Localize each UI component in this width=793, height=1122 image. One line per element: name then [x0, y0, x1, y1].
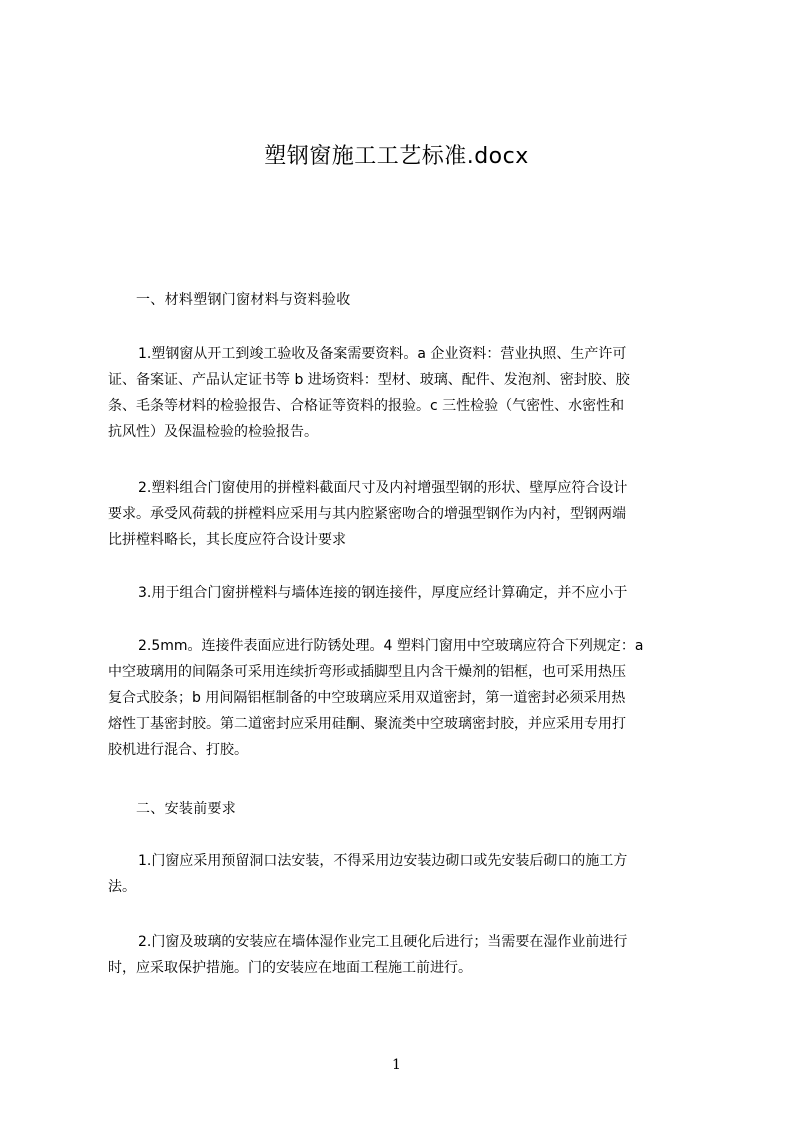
paragraph-line: 2.塑料组合门窗使用的拼樘料截面尺寸及内衬增强型钢的形状、壁厚应符合设计 — [138, 480, 628, 496]
paragraph-line: 2.门窗及玻璃的安装应在墙体湿作业完工且硬化后进行；当需要在湿作业前进行 — [138, 934, 628, 950]
paragraph-2-2 — [108, 929, 702, 981]
paragraph-line: 抗风性）及保温检验的检验报告。 — [108, 424, 318, 440]
document-title: 塑钢窗施工工艺标准.docx — [264, 144, 529, 169]
paragraph-line: 比拼樘料略长，其长度应符合设计要求 — [108, 532, 346, 548]
page-number: 1 — [392, 1057, 401, 1073]
paragraph-line: 证、备案证、产品认定证书等 b 进场资料：型材、玻璃、配件、发泡剂、密封胶、胶 — [108, 372, 630, 388]
paragraph-2-1 — [108, 848, 702, 900]
paragraph-line: 要求。承受风荷载的拼樘料应采用与其内腔紧密吻合的增强型钢作为内衬，型钢两端 — [108, 506, 626, 522]
paragraph-1-4 — [108, 633, 702, 763]
paragraph-1-2 — [108, 475, 702, 553]
paragraph-1-3 — [108, 580, 702, 606]
section-heading-materials: 一、材料塑钢门窗材料与资料验收 — [136, 292, 351, 308]
paragraph-line: 1.门窗应采用预留洞口法安装，不得采用边安装边砌口或先安装后砌口的施工方 — [138, 853, 628, 869]
paragraph-line: 中空玻璃用的间隔条可采用连续折弯形或插脚型且内含干燥剂的铝框，也可采用热压 — [108, 664, 626, 680]
paragraph-line: 时，应采取保护措施。门的安装应在地面工程施工前进行。 — [108, 960, 472, 976]
paragraph-1-1 — [108, 341, 702, 445]
paragraph-line: 法。 — [108, 879, 136, 895]
paragraph-line: 胶机进行混合、打胶。 — [108, 742, 248, 758]
paragraph-line: 条、毛条等材料的检验报告、合格证等资料的报验。c 三性检验（气密性、水密性和 — [108, 398, 625, 414]
paragraph-line: 2.5mm。连接件表面应进行防锈处理。4 塑料门窗用中空玻璃应符合下列规定：a — [138, 638, 644, 654]
paragraph-line: 1.塑钢窗从开工到竣工验收及备案需要资料。a 企业资料：营业执照、生产许可 — [138, 346, 627, 362]
paragraph-line: 3.用于组合门窗拼樘料与墙体连接的钢连接件，厚度应经计算确定，并不应小于 — [138, 585, 628, 601]
paragraph-line: 复合式胶条；b 用间隔铝框制备的中空玻璃应采用双道密封，第一道密封必须采用热 — [108, 690, 626, 706]
paragraph-line: 熔性丁基密封胶。第二道密封应采用硅酮、聚流类中空玻璃密封胶，并应采用专用打 — [108, 716, 626, 732]
section-heading-pre-installation: 二、安装前要求 — [136, 801, 237, 817]
